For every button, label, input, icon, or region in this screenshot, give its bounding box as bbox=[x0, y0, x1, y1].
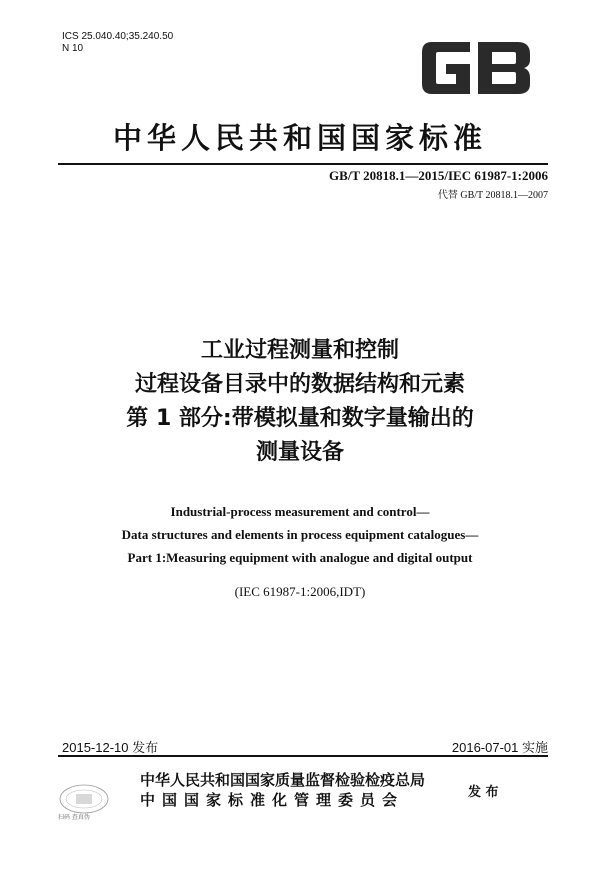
equivalence-note: (IEC 61987-1:2006,IDT) bbox=[234, 584, 366, 599]
title-cn-line-2: 过程设备目录中的数据结构和元素 bbox=[134, 372, 465, 397]
standard-type-heading: 中华人民共和国国家标准 bbox=[112, 121, 487, 155]
title-cn-line-4: 测量设备 bbox=[255, 440, 344, 465]
ics-code: ICS 25.040.40;35.240.50 bbox=[62, 31, 174, 42]
issuing-authorities bbox=[140, 770, 425, 810]
seal-text: 扫码 查真伪 bbox=[58, 814, 90, 821]
footer-divider bbox=[58, 755, 548, 757]
ccs-code: N 10 bbox=[62, 43, 84, 54]
replaces-note: 代替 GB/T 20818.1—2007 bbox=[437, 190, 548, 201]
issuer-sac: 中国国家标准化管理委员会 bbox=[140, 791, 405, 809]
title-cn-line-3: 第 1 部分:带模拟量和数字量输出的 bbox=[126, 406, 474, 431]
effective-date: 2016-07-01 实施 bbox=[451, 740, 548, 755]
title-en-line-3: Part 1:Measuring equipment with analogue and digital output bbox=[127, 550, 473, 565]
gb-logo bbox=[420, 40, 532, 96]
title-en-line-1: Industrial-process measurement and control— bbox=[170, 504, 430, 519]
title-en-line-2: Data structures and elements in process equipment catalogues— bbox=[121, 527, 479, 542]
publish-label: 发 布 bbox=[468, 785, 499, 800]
ics-classification bbox=[62, 31, 173, 55]
issuer-aqsiq: 中华人民共和国国家质量监督检验检疫总局 bbox=[140, 771, 426, 789]
standard-code: GB/T 20818.1—2015/IEC 61987-1:2006 bbox=[329, 168, 548, 183]
title-cn-line-1: 工业过程测量和控制 bbox=[200, 338, 399, 363]
header-divider bbox=[58, 163, 548, 165]
issue-date: 2015-12-10 发布 bbox=[62, 740, 159, 755]
